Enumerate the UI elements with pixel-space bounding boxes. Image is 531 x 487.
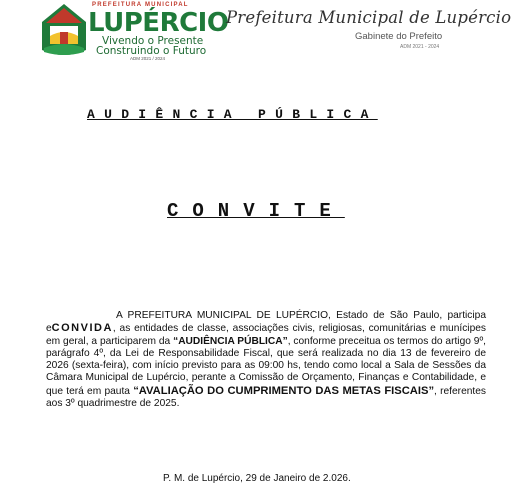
logo-name: LUPÉRCIO xyxy=(88,8,229,38)
gabinete-label: Gabinete do Prefeito xyxy=(355,31,443,42)
municipal-logo xyxy=(40,2,229,61)
gabinete-adm: ADM 2021 - 2024 xyxy=(400,44,440,50)
date-line: P. M. de Lupércio, 29 de Janeiro de 2.026. xyxy=(163,473,351,484)
house-emblem-icon xyxy=(40,2,88,60)
invitation-body xyxy=(46,310,486,410)
body-part-3: , conforme preceitua os termos do artigo 9º, parágrafo 4º, da Lei de Responsabilidade Fiscal, que será realizada no dia 13 de fevereiro de 2026 (sexta-feira), com início previsto para as 09:00 hs, tendo como local a Sala de Sessões da Câmara Municipal de Lupércio, perante a Comissão de Orçamento, Finanças e Contabilidade, e que terá em pauta xyxy=(46,335,487,397)
letterhead xyxy=(0,0,531,62)
logo-adm: ADM 2021 / 2024 xyxy=(130,56,166,61)
document-title: AUDIÊNCIA PÚBLICA xyxy=(87,107,378,122)
logo-small-text: PREFEITURA MUNICIPAL xyxy=(92,2,189,8)
body-part-4: , referentes aos 3º quadrimestre de 2025. xyxy=(46,385,486,410)
document-subtitle: CONVITE xyxy=(167,200,345,222)
logo-tagline-1: Vivendo o Presente xyxy=(102,35,204,47)
pauta-highlight: “AVALIAÇÃO DO CUMPRIMENTO DAS METAS FISCAIS” xyxy=(133,384,435,397)
body-part-1: A PREFEITURA MUNICIPAL DE LUPÉRCIO, Estado de São Paulo, participa e xyxy=(46,310,486,335)
logo-tagline-2: Construindo o Futuro xyxy=(96,45,207,57)
prefeitura-title: Prefeitura Municipal de Lupércio xyxy=(226,8,512,27)
audiencia-highlight: “AUDIÊNCIA PÚBLICA” xyxy=(173,335,288,347)
body-part-2: , as entidades de classe, associações civis, religiosas, comunitárias e munícipes em geral, a participarem da xyxy=(46,323,486,347)
convida-word: CONVIDA xyxy=(51,322,113,335)
